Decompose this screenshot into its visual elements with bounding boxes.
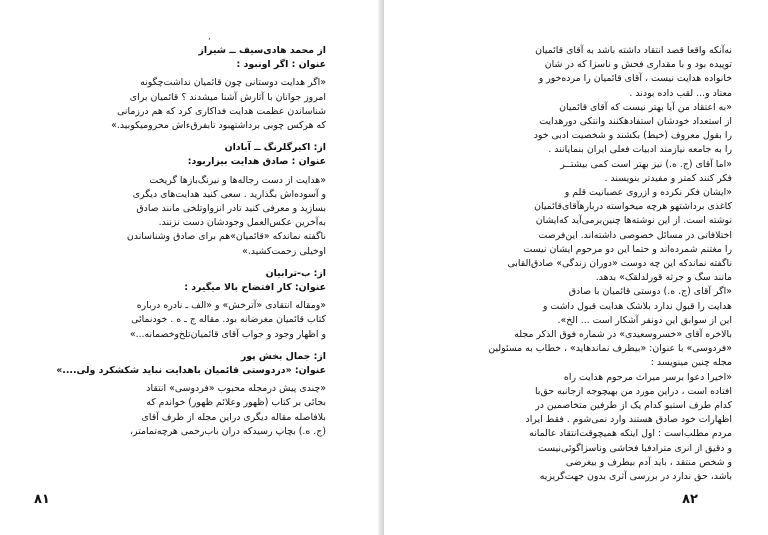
text-line: کدام طرف استبو کدام یک از طرفین متخاصمین در: [535, 400, 732, 412]
text-line: را به جامعه نیازمند ادبیات فعلی ایران بنمایانند .: [548, 144, 732, 156]
letter-section: [36, 141, 326, 267]
text-line: بالاخره آقای «خسروسعیدی» در شماره فوق الذکر مجله: [514, 329, 732, 341]
letter-title: عنوان: «دردوستی قائمیان باهدایت نباید شکشکرد ولی....»: [56, 365, 326, 377]
text-line: از استعداد خودشان استفادهکنند وانتکی دورهدایت: [539, 116, 732, 128]
text-line: «اگر هدایت دوستانی چون قائمیان نداشت‌چگونه: [140, 77, 326, 89]
letter-title: عنوان : صادق هدایت بیزاربود:: [187, 156, 326, 168]
text-line: مردم مطلب‌است : اول اینکه همیچوقت‌انتقاد عالمانه: [529, 428, 732, 440]
right-page-number: ۸۲: [682, 492, 698, 507]
text-line: توپیده بود و با مقداری فحش و ناسزا که در شان: [544, 59, 732, 71]
text-line: «هدایت از دست رجاله‌ها و نیرنگ‌بازها گریخت: [149, 174, 326, 186]
text-line: نه‌آنکه واقعا قصد انتقاد داشته باشد به آقای قائمیان: [535, 45, 732, 56]
text-line: را مغتنم شمرده‌اند و حتما این دو مرحوم ایشان نیست: [523, 243, 732, 255]
text-line: مانند سگ و جرثه قورلدلقک» بدهد.: [595, 272, 732, 284]
text-line: بلافاصله مقاله دیگری دراین مجله از طرف آقای: [141, 411, 326, 423]
text-line: «اخیرا دعوا برسر میراث مرحوم هدایت راه: [563, 371, 732, 383]
text-line: و شخص منتقد ، باید آدم بیطرف و بیغرضی: [565, 456, 732, 468]
letter-author: از: اکبرگلرنگ ــ آبادان: [224, 142, 326, 154]
text-line: به‌آخرین عکس‌العمل وجودشان دست نزنند.: [158, 217, 326, 229]
text-line: (ج. ه.) بچاپ رسیدکه دران باب‌رحمی هرچه‌تمامتر،: [130, 425, 326, 437]
letter-section: [36, 44, 326, 141]
text-line: «ومقاله انتقادی «آترخش» و «الف ـ نادره درباره: [136, 300, 326, 312]
text-line: «ایشان فکر نکرده و ازروی عصبانیت قلم و: [564, 187, 732, 199]
text-line: ناگفته نماندکه این چه دوست «دوران زندگی» صادق‌القابی: [507, 258, 732, 270]
ink-speck: ,: [208, 32, 211, 42]
text-line: معتاد و... لقب داده بودند .: [629, 87, 732, 99]
text-line: اختلافاتی در مسائل خصوصی داشته‌اند. این‌فرصت: [538, 229, 732, 241]
text-line: «به اعتقاد من آیا بهتر نیست که آقای قائمیان: [559, 101, 732, 113]
text-line: بسازید و معرفی کنید تادر انزواوتلخی مانند صادق: [136, 203, 326, 215]
text-line: هدایت را قبول ندارد بلاشک هدایت قبول داشت و: [542, 300, 732, 312]
text-line: امروز جوانان با آثارش آشنا میشدند ؟ قائمیان برای: [129, 91, 326, 103]
text-line: نوشته است. از این نوشته‌ها چنین‌برمی‌آید که‌ایشان: [535, 215, 732, 227]
left-page-number: ۸۱: [34, 492, 50, 507]
text-line: «فردوسی» با عنوان: «بیطرف نماندهاید» ، خطاب به مسئولین: [488, 343, 732, 355]
letter-author: از: ب-ترابیان: [265, 267, 326, 279]
text-line: و اظهار وجود و جواب آقای قائمیان‌تلخ‌وخصمانه...»: [129, 328, 326, 340]
text-line: باشد، حق ندارد در بررسی آثری بدون جهت‌گریزیه: [539, 471, 732, 483]
text-line: خانواده هدایت نیست ، آقای قائمیان را مرده‌خور و: [538, 73, 732, 85]
right-page: [384, 0, 768, 535]
letter-section: [36, 350, 326, 439]
text-line: و آسوده‌اش بگذارید . سعی کنید هدایت‌های دیگری: [132, 188, 326, 200]
text-line: «اما آقای (ج. ه.) نیز بهتر است کمی بیشتــر: [560, 158, 732, 170]
text-line: فکر کنند کمتر و مفیدتر بنویسند .: [604, 172, 732, 184]
text-line: مجله چنین مینویسد :: [650, 357, 732, 369]
letter-author: از محمد هادی‌سیف ــ شیراز: [198, 45, 326, 56]
left-page-text: [36, 44, 326, 439]
text-line: شناساندن عظمت هدایت فداکاری کرد که هم درزمانی: [117, 105, 326, 117]
letter-author: از: جمال بخش پور: [240, 350, 326, 362]
text-line: کاغذی برداشتهو هرچه میخواسته دربارهآقای‌قائمیان: [534, 201, 732, 213]
text-line: «اگر آقای (ج. ه.) دوستی قائمیان با صادق: [568, 286, 732, 298]
right-page-text: [446, 44, 732, 484]
letter-section: [36, 267, 326, 350]
letter-title: عنوان : اگر اونبود :: [236, 59, 326, 71]
text-line: کتاب قائمیان مغرضانه بود. مقاله ج ـ ه . خودنمائی: [131, 314, 326, 326]
text-line: بجائی بر کتاب (ظهور وعلائم ظهور) خواندم که: [146, 397, 326, 409]
text-line: که هرکس چوبی برداشتهبود تابفرقءاش محرومیکوبید.»: [111, 120, 326, 132]
text-line: افتاده است ، دراین مورد من بهیچوجه ازجانبه حق‌با: [535, 385, 732, 397]
text-line: اوخیلی زحمت‌کشید.»: [242, 245, 326, 257]
letter-title: عنوان: کار افتضاح بالا میگیرد :: [184, 282, 326, 294]
text-line: این از سوابق این دونفر آشکار است ... الخ».: [557, 314, 732, 326]
text-line: را بقول معروف (خیط) بکشند و شخصیت ادبی خود: [533, 130, 732, 142]
text-line: ناگفته نماندکه «قائمیان»هم برای صادق وشناساندن: [126, 231, 326, 243]
text-line: اظهارات خود صادق هستند وارد نمی‌شوم . فقط ایراد: [525, 414, 732, 426]
text-line: «چندی پیش درمجله محبوب «فردوسی» انتقاد: [146, 383, 326, 395]
text-line: و دقیق از انری مترادفبا فحاشی وناسزاگوئی‌نیست: [538, 442, 732, 454]
